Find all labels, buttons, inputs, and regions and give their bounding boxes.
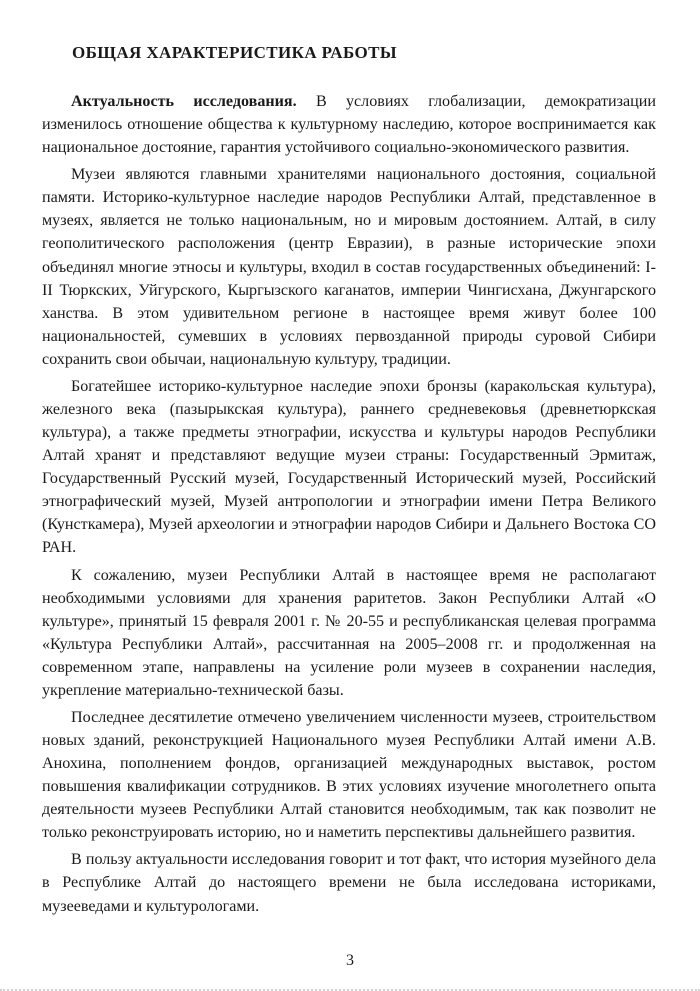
- page-number: 3: [346, 952, 354, 969]
- paragraph-last-decade: Последнее десятилетие отмечено увеличением численности музеев, строительством новых зданий, реконструкцией Национального музея Республики Алтай имени А.В. Анохина, пополнением фондов, организацией международных выставок, ростом повышения квалификации сотрудников. В этих условиях изучение многолетнего опыта деятельности музеев Республики Алтай становится необходимым, так как позволит не только реконструировать историю, но и наметить перспективы дальнейшего развития.: [42, 708, 656, 842]
- paragraph-conditions: К сожалению, музеи Республики Алтай в настоящее время не располагают необходимыми условиями для хранения раритетов. Закон Республики Алтай «О культуре», принятый 15 февраля 2001 г. № 20-55 и республиканская целевая программа «Культура Республики Алтай», рассчитанная на 2005–2008 гг. и продолженная на современном этапе, направлены на усиление роли музеев в сохранении наследия, укрепление материально-технической базы.: [42, 566, 656, 699]
- paragraph-heritage: Богатейшее историко-культурное наследие эпохи бронзы (каракольская культура), железного века (пазырыкская культура), раннего средневековья (древнетюркская культура), а также предметы этнографии, искусства и культуры народов Республики Алтай хранят и представляют ведущие музеи страны: Государственный Эрмитаж, Государственный Русский музей, Государственный Исторический музей, Российский этнографический музей, Музей антропологии и этнографии имени Петра Великого (Кунсткамера), Музей археологии и этнографии народов Сибири и Дальнего Востока СО РАН.: [42, 377, 656, 557]
- paragraph-museums: Музеи являются главными хранителями национального достояния, социальной памяти. Историко-культурное наследие народов Республики Алтай, представленное в музеях, является не только национальным, но и мировым достоянием. Алтай, в силу геополитического расположения (центр Евразии), в разные исторические эпохи объединял многие этносы и культуры, входил в состав государственных объединений: I-II Тюркских, Уйгурского, Кыргызского каганатов, империи Чингисхана, Джунгарского ханства. В этом удивительном регионе в настоящее время живут более 100 национальностей, сумевших в условиях первозданной природы суровой Сибири сохранить свои обычаи, национальную культуру, традиции.: [42, 166, 656, 368]
- body-text: [42, 90, 656, 922]
- relevance-term: Актуальность исследования.: [71, 93, 297, 110]
- section-heading: ОБЩАЯ ХАРАКТЕРИСТИКА РАБОТЫ: [72, 43, 397, 62]
- paragraph-conclusion: В пользу актуальности исследования говорит и тот факт, что история музейного дела в Республике Алтай до настоящего времени не была исследована историками, музееведами и культурологами.: [42, 851, 656, 915]
- paragraph-relevance: [42, 90, 656, 159]
- paragraph-text: В условиях глобализации, демократизации изменилось отношение общества к культурному наследию, которое воспринимается как национальное достояние, гарантия устойчивого социально-экономического развития.: [42, 93, 656, 157]
